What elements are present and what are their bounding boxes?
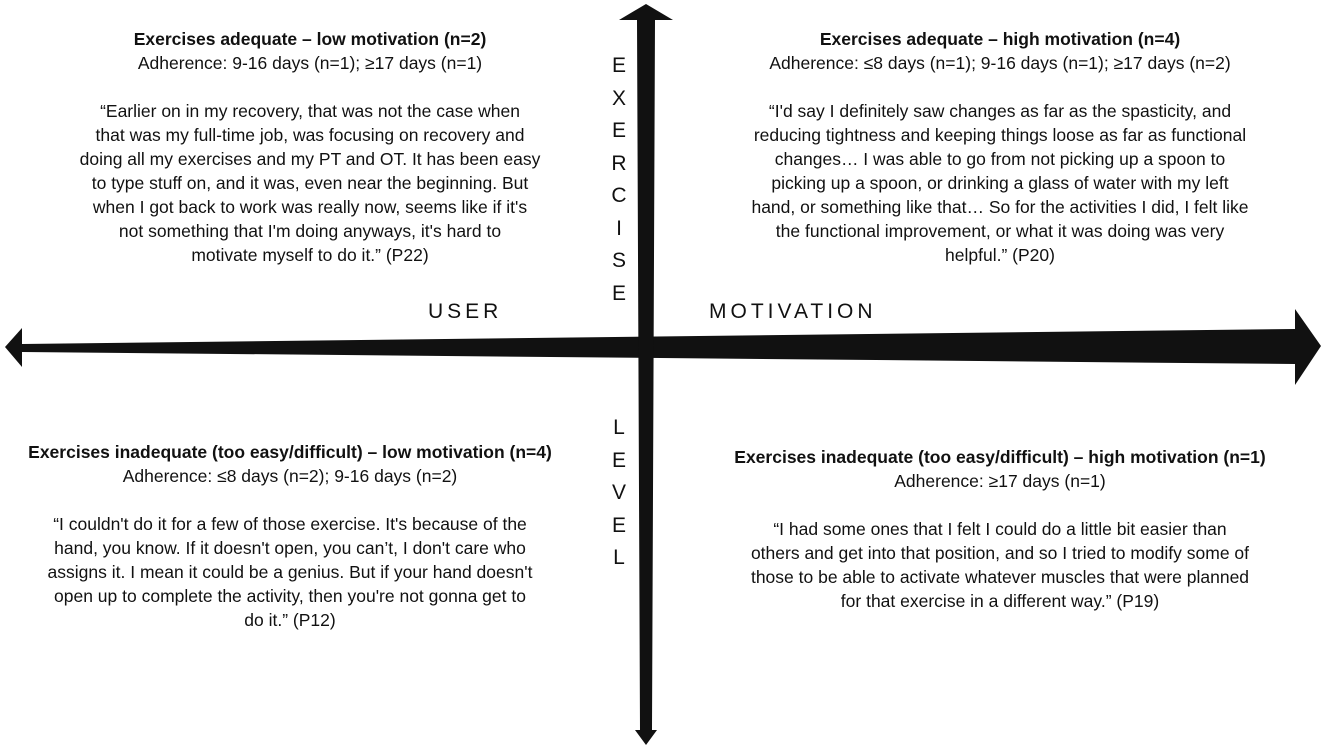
axis-letter: E bbox=[611, 119, 626, 142]
quote-line: “Earlier on in my recovery, that was not the case when bbox=[100, 101, 520, 121]
axis-letter: E bbox=[611, 54, 626, 77]
quadrant-adherence: Adherence: ≤8 days (n=1); 9-16 days (n=1); ≥17 days (n=2) bbox=[769, 53, 1231, 73]
axis-letter: L bbox=[613, 416, 625, 439]
quote-line: changes… I was able to go from not picking up a spoon to bbox=[774, 149, 1226, 169]
quote-line: picking up a spoon, or drinking a glass of water with my left bbox=[771, 173, 1229, 193]
quadrant-top-left bbox=[10, 27, 610, 267]
quote-line: when I got back to work was really now, seems like if it's bbox=[92, 197, 528, 217]
quadrant-adherence: Adherence: ≤8 days (n=2); 9-16 days (n=2) bbox=[122, 466, 458, 486]
quote-line: hand, you know. If it doesn't open, you can’t, I don't care who bbox=[54, 538, 526, 558]
quadrant-bottom-left bbox=[10, 440, 570, 632]
quote-line: assigns it. I mean it could be a genius. But if your hand doesn't bbox=[47, 562, 533, 582]
quote-line: “I couldn't do it for a few of those exercise. It's because of the bbox=[53, 514, 527, 534]
quadrant-quote bbox=[10, 99, 610, 267]
quadrant-title: Exercises inadequate (too easy/difficult) – low motivation (n=4) bbox=[28, 442, 552, 462]
axis-letter: E bbox=[611, 448, 626, 472]
quadrant-title: Exercises inadequate (too easy/difficult) – high motivation (n=1) bbox=[734, 447, 1266, 467]
axis-label-exercise bbox=[604, 50, 634, 310]
quote-line: hand, or something like that… So for the activities I did, I felt like bbox=[751, 197, 1249, 217]
axis-letter: C bbox=[611, 184, 627, 207]
quadrant-bottom-right bbox=[700, 445, 1300, 613]
axis-letter: X bbox=[611, 86, 626, 110]
quadrant-quote bbox=[10, 512, 570, 632]
quote-line: do it.” (P12) bbox=[244, 610, 336, 630]
quadrant-title: Exercises adequate – low motivation (n=2) bbox=[133, 29, 487, 49]
quote-line: that was my full-time job, was focusing on recovery and bbox=[95, 125, 525, 145]
quote-line: others and get into that position, and so I tried to modify some of bbox=[750, 543, 1250, 563]
axis-label-level bbox=[604, 412, 634, 575]
quote-line: open up to complete the activity, then you're not gonna get to bbox=[54, 586, 526, 606]
axis-letter: I bbox=[616, 216, 622, 240]
axis-letter: V bbox=[611, 481, 626, 504]
quote-line: “I had some ones that I felt I could do a little bit easier than bbox=[773, 519, 1227, 539]
quadrant-top-right bbox=[700, 27, 1300, 267]
quote-line: those to be able to activate whatever muscles that were planned bbox=[750, 567, 1250, 587]
axis-label-user: USER bbox=[428, 300, 503, 323]
axis-letter: R bbox=[611, 151, 627, 175]
quote-line: doing all my exercises and my PT and OT. It has been easy bbox=[79, 149, 541, 169]
axis-letter: S bbox=[611, 249, 626, 272]
quadrant-adherence: Adherence: ≥17 days (n=1) bbox=[894, 471, 1106, 491]
quadrant-quote bbox=[700, 517, 1300, 613]
quote-line: not something that I'm doing anyways, it's hard to bbox=[118, 221, 502, 241]
axis-letter: E bbox=[611, 513, 626, 537]
quadrant-adherence: Adherence: 9-16 days (n=1); ≥17 days (n=1) bbox=[137, 53, 483, 73]
quote-line: helpful.” (P20) bbox=[945, 245, 1055, 265]
quote-line: to type stuff on, and it was, even near the beginning. But bbox=[91, 173, 529, 193]
quadrant-title: Exercises adequate – high motivation (n=4) bbox=[819, 29, 1181, 49]
axis-letter: L bbox=[613, 546, 625, 569]
quote-line: reducing tightness and keeping things loose as far as functional bbox=[753, 125, 1247, 145]
quote-line: the functional improvement, or what it was doing was very bbox=[775, 221, 1225, 241]
axis-letter: E bbox=[611, 281, 626, 305]
quote-line: for that exercise in a different way.” (P19) bbox=[840, 591, 1160, 611]
axis-label-motivation: MOTIVATION bbox=[709, 300, 877, 323]
horizontal-axis-arrow bbox=[5, 309, 1321, 385]
quote-line: motivate myself to do it.” (P22) bbox=[191, 245, 429, 265]
quote-line: “I'd say I definitely saw changes as far as the spasticity, and bbox=[768, 101, 1232, 121]
quadrant-quote bbox=[700, 99, 1300, 267]
